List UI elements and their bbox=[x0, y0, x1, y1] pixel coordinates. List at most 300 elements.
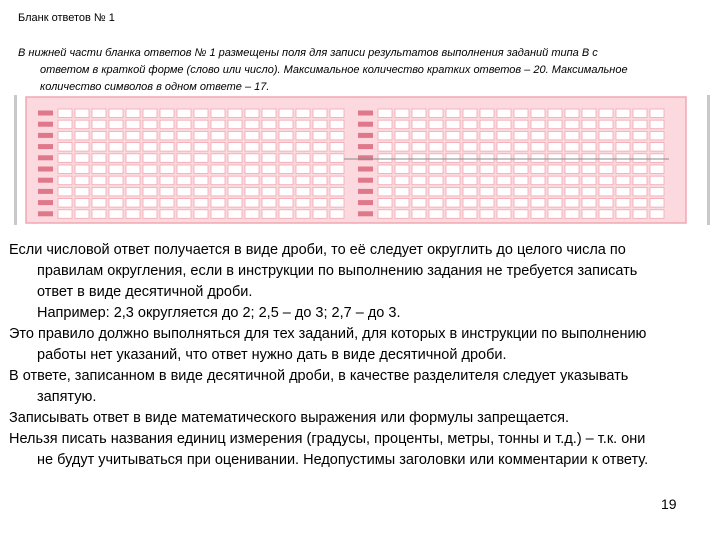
answer-cell bbox=[109, 199, 123, 208]
answer-cell bbox=[313, 143, 327, 152]
answer-cell bbox=[633, 210, 647, 219]
answer-cell bbox=[514, 143, 528, 152]
answer-cell bbox=[463, 210, 477, 219]
answer-cell bbox=[262, 143, 276, 152]
answer-cell bbox=[599, 165, 613, 174]
answer-cell bbox=[616, 165, 630, 174]
answer-cell bbox=[160, 199, 174, 208]
answer-cell bbox=[109, 109, 123, 118]
answer-cell bbox=[109, 120, 123, 129]
answer-cell bbox=[548, 120, 562, 129]
answer-cell bbox=[446, 143, 460, 152]
answer-cell bbox=[582, 131, 596, 140]
answer-cell bbox=[211, 199, 225, 208]
answer-cell bbox=[194, 109, 208, 118]
answer-cell bbox=[599, 176, 613, 185]
answer-cell bbox=[177, 154, 191, 163]
answer-cell bbox=[616, 154, 630, 163]
answer-cell bbox=[633, 176, 647, 185]
answer-cell bbox=[548, 187, 562, 196]
answer-cell bbox=[599, 187, 613, 196]
answer-cell bbox=[296, 131, 310, 140]
answer-cell bbox=[616, 143, 630, 152]
answer-cell bbox=[616, 187, 630, 196]
answer-cell bbox=[514, 165, 528, 174]
answer-cell bbox=[194, 176, 208, 185]
answer-cell bbox=[412, 176, 426, 185]
task-label bbox=[358, 200, 373, 205]
answer-cell bbox=[228, 199, 242, 208]
answer-cell bbox=[126, 109, 140, 118]
answer-cell bbox=[160, 120, 174, 129]
intro-line: ответом в краткой форме (слово или число). Максимальное количество кратких ответов – 20. Максимальное bbox=[40, 64, 628, 76]
answer-cell bbox=[548, 109, 562, 118]
answer-cell bbox=[245, 154, 259, 163]
slide-title: Бланк ответов № 1 bbox=[18, 12, 115, 24]
answer-cell bbox=[378, 176, 392, 185]
answer-cell bbox=[177, 176, 191, 185]
answer-cell bbox=[497, 143, 511, 152]
answer-cell bbox=[531, 176, 545, 185]
answer-cell bbox=[480, 154, 494, 163]
answer-cell bbox=[330, 154, 344, 163]
answer-cell bbox=[395, 187, 409, 196]
answer-cell bbox=[245, 131, 259, 140]
answer-cell bbox=[412, 143, 426, 152]
answer-cell bbox=[228, 176, 242, 185]
answer-cell bbox=[262, 109, 276, 118]
answer-cell bbox=[313, 210, 327, 219]
answer-cell bbox=[211, 210, 225, 219]
answer-cell bbox=[497, 199, 511, 208]
answer-cell bbox=[480, 109, 494, 118]
answer-cell bbox=[296, 165, 310, 174]
rule-line: не будут учитываться при оценивании. Недопустимы заголовки или комментарии к ответу. bbox=[37, 452, 649, 468]
answer-cell bbox=[565, 165, 579, 174]
answer-cell bbox=[262, 165, 276, 174]
rule-line: ответ в виде десятичной дроби. bbox=[37, 284, 253, 300]
answer-cell bbox=[296, 210, 310, 219]
answer-cell bbox=[228, 165, 242, 174]
answer-cell bbox=[616, 210, 630, 219]
answer-cell bbox=[143, 154, 157, 163]
task-label bbox=[38, 144, 53, 149]
answer-cell bbox=[296, 120, 310, 129]
answer-cell bbox=[92, 120, 106, 129]
answer-cell bbox=[92, 187, 106, 196]
task-label bbox=[358, 167, 373, 172]
answer-cell bbox=[582, 154, 596, 163]
task-label bbox=[358, 189, 373, 194]
answer-cell bbox=[160, 165, 174, 174]
answer-cell bbox=[378, 109, 392, 118]
answer-cell bbox=[599, 131, 613, 140]
answer-cell bbox=[412, 131, 426, 140]
answer-cell bbox=[143, 143, 157, 152]
answer-cell bbox=[109, 176, 123, 185]
answer-cell bbox=[126, 131, 140, 140]
answer-cell bbox=[378, 199, 392, 208]
answer-cell bbox=[211, 165, 225, 174]
answer-cell bbox=[211, 187, 225, 196]
task-label bbox=[38, 211, 53, 216]
answer-cell bbox=[262, 199, 276, 208]
answer-cell bbox=[531, 131, 545, 140]
answer-cell bbox=[378, 131, 392, 140]
answer-cell bbox=[582, 109, 596, 118]
answer-cell bbox=[75, 131, 89, 140]
answer-cell bbox=[330, 210, 344, 219]
answer-cell bbox=[565, 131, 579, 140]
answer-cell bbox=[429, 176, 443, 185]
task-label bbox=[358, 144, 373, 149]
answer-cell bbox=[313, 131, 327, 140]
answer-cell bbox=[279, 154, 293, 163]
answer-cell bbox=[582, 165, 596, 174]
answer-grid-illustration bbox=[14, 95, 710, 225]
answer-cell bbox=[92, 165, 106, 174]
answer-cell bbox=[650, 187, 664, 196]
answer-cell bbox=[109, 131, 123, 140]
answer-cell bbox=[395, 210, 409, 219]
answer-cell bbox=[582, 120, 596, 129]
answer-cell bbox=[650, 120, 664, 129]
answer-cell bbox=[480, 165, 494, 174]
answer-cell bbox=[92, 176, 106, 185]
answer-cell bbox=[395, 120, 409, 129]
answer-cell bbox=[633, 120, 647, 129]
answer-cell bbox=[514, 176, 528, 185]
answer-cell bbox=[633, 187, 647, 196]
answer-cell bbox=[143, 109, 157, 118]
answer-cell bbox=[463, 176, 477, 185]
answer-cell bbox=[446, 154, 460, 163]
answer-cell bbox=[497, 154, 511, 163]
answer-cell bbox=[330, 120, 344, 129]
answer-cell bbox=[194, 199, 208, 208]
answer-cell bbox=[58, 210, 72, 219]
answer-cell bbox=[514, 187, 528, 196]
answer-cell bbox=[446, 165, 460, 174]
answer-cell bbox=[599, 109, 613, 118]
answer-cell bbox=[211, 143, 225, 152]
answer-cell bbox=[177, 109, 191, 118]
answer-cell bbox=[92, 154, 106, 163]
answer-cell bbox=[395, 131, 409, 140]
answer-cell bbox=[279, 109, 293, 118]
answer-cell bbox=[228, 120, 242, 129]
answer-cell bbox=[514, 120, 528, 129]
rule-example: Например: 2,3 округляется до 2; 2,5 – до 3; 2,7 – до 3. bbox=[37, 305, 401, 321]
answer-cell bbox=[514, 131, 528, 140]
rule-line: запятую. bbox=[37, 389, 97, 405]
answer-cell bbox=[75, 109, 89, 118]
answer-cell bbox=[633, 143, 647, 152]
answer-cell bbox=[313, 187, 327, 196]
intro-paragraph bbox=[18, 45, 678, 96]
answer-cell bbox=[262, 131, 276, 140]
answer-cell bbox=[211, 120, 225, 129]
answer-cell bbox=[245, 210, 259, 219]
answer-cell bbox=[126, 165, 140, 174]
answer-cell bbox=[279, 120, 293, 129]
answer-cell bbox=[330, 109, 344, 118]
answer-cell bbox=[194, 210, 208, 219]
answer-cell bbox=[109, 210, 123, 219]
answer-cell bbox=[412, 109, 426, 118]
answer-cell bbox=[109, 143, 123, 152]
answer-cell bbox=[126, 187, 140, 196]
answer-cell bbox=[160, 131, 174, 140]
answer-cell bbox=[378, 154, 392, 163]
answer-cell bbox=[497, 131, 511, 140]
answer-cell bbox=[395, 154, 409, 163]
answer-cell bbox=[463, 165, 477, 174]
answer-cell bbox=[565, 187, 579, 196]
answer-cell bbox=[395, 176, 409, 185]
answer-cell bbox=[58, 176, 72, 185]
answer-cell bbox=[92, 210, 106, 219]
answer-cell bbox=[58, 109, 72, 118]
answer-cell bbox=[565, 176, 579, 185]
answer-cell bbox=[480, 176, 494, 185]
answer-cell bbox=[463, 109, 477, 118]
rules-text bbox=[9, 240, 715, 471]
answer-cell bbox=[497, 120, 511, 129]
answer-cell bbox=[429, 109, 443, 118]
answer-cell bbox=[313, 165, 327, 174]
answer-cell bbox=[599, 199, 613, 208]
answer-cell bbox=[633, 199, 647, 208]
answer-cell bbox=[109, 187, 123, 196]
answer-cell bbox=[650, 165, 664, 174]
answer-cell bbox=[330, 131, 344, 140]
answer-cell bbox=[177, 165, 191, 174]
answer-cell bbox=[429, 199, 443, 208]
answer-cell bbox=[262, 120, 276, 129]
answer-cell bbox=[463, 154, 477, 163]
answer-cell bbox=[262, 176, 276, 185]
answer-cell bbox=[548, 176, 562, 185]
task-label bbox=[38, 155, 53, 160]
intro-line: количество символов в одном ответе – 17. bbox=[40, 81, 270, 93]
answer-cell bbox=[245, 143, 259, 152]
task-label bbox=[358, 133, 373, 138]
answer-cell bbox=[75, 176, 89, 185]
answer-cell bbox=[633, 131, 647, 140]
answer-cell bbox=[330, 187, 344, 196]
answer-cell bbox=[58, 143, 72, 152]
answer-cell bbox=[279, 187, 293, 196]
answer-cell bbox=[429, 154, 443, 163]
answer-cell bbox=[92, 143, 106, 152]
answer-cell bbox=[228, 109, 242, 118]
answer-cell bbox=[650, 131, 664, 140]
answer-cell bbox=[395, 199, 409, 208]
answer-cell bbox=[160, 154, 174, 163]
answer-cell bbox=[279, 199, 293, 208]
answer-cell bbox=[245, 199, 259, 208]
rule-line: В ответе, записанном в виде десятичной дроби, в качестве разделителя следует указывать bbox=[9, 368, 629, 384]
answer-cell bbox=[616, 199, 630, 208]
answer-cell bbox=[480, 199, 494, 208]
task-label bbox=[38, 178, 53, 183]
answer-cell bbox=[75, 165, 89, 174]
answer-cell bbox=[650, 176, 664, 185]
answer-cell bbox=[548, 210, 562, 219]
answer-cell bbox=[412, 154, 426, 163]
answer-cell bbox=[211, 109, 225, 118]
task-label bbox=[358, 211, 373, 216]
answer-cell bbox=[58, 120, 72, 129]
answer-cell bbox=[143, 210, 157, 219]
answer-cell bbox=[245, 120, 259, 129]
answer-cell bbox=[429, 210, 443, 219]
answer-cell bbox=[330, 176, 344, 185]
answer-cell bbox=[211, 131, 225, 140]
answer-cell bbox=[143, 165, 157, 174]
answer-cell bbox=[126, 154, 140, 163]
answer-cell bbox=[633, 165, 647, 174]
answer-cell bbox=[262, 187, 276, 196]
rule-paragraph bbox=[9, 408, 715, 429]
rule-line: работы нет указаний, что ответ нужно дать в виде десятичной дроби. bbox=[37, 347, 507, 363]
task-label bbox=[358, 122, 373, 127]
answer-cell bbox=[75, 143, 89, 152]
answer-cell bbox=[565, 199, 579, 208]
answer-cell bbox=[599, 120, 613, 129]
answer-cell bbox=[548, 199, 562, 208]
answer-cell bbox=[446, 131, 460, 140]
answer-cell bbox=[395, 143, 409, 152]
answer-cell bbox=[279, 210, 293, 219]
task-label bbox=[38, 133, 53, 138]
rule-paragraph bbox=[9, 324, 715, 366]
answer-cell bbox=[194, 165, 208, 174]
answer-cell bbox=[599, 143, 613, 152]
answer-cell bbox=[160, 176, 174, 185]
answer-cell bbox=[514, 199, 528, 208]
task-label bbox=[358, 111, 373, 116]
answer-cell bbox=[160, 109, 174, 118]
answer-cell bbox=[616, 109, 630, 118]
answer-cell bbox=[531, 109, 545, 118]
answer-cell bbox=[616, 176, 630, 185]
answer-cell bbox=[412, 199, 426, 208]
answer-cell bbox=[279, 165, 293, 174]
answer-cell bbox=[58, 187, 72, 196]
answer-cell bbox=[194, 154, 208, 163]
answer-cell bbox=[650, 210, 664, 219]
answer-cell bbox=[480, 210, 494, 219]
answer-cell bbox=[446, 187, 460, 196]
answer-cell bbox=[565, 143, 579, 152]
answer-cell bbox=[446, 210, 460, 219]
answer-cell bbox=[126, 176, 140, 185]
task-label bbox=[358, 155, 373, 160]
intro-line: В нижней части бланка ответов № 1 размещены поля для записи результатов выполнения заданий типа В с bbox=[18, 47, 598, 59]
answer-cell bbox=[616, 120, 630, 129]
answer-cell bbox=[177, 199, 191, 208]
answer-cell bbox=[497, 210, 511, 219]
rule-paragraph bbox=[9, 240, 715, 303]
answer-cell bbox=[279, 143, 293, 152]
answer-cell bbox=[446, 120, 460, 129]
answer-cell bbox=[109, 165, 123, 174]
answer-cell bbox=[429, 187, 443, 196]
answer-cell bbox=[633, 154, 647, 163]
answer-cell bbox=[313, 120, 327, 129]
answer-cell bbox=[194, 131, 208, 140]
answer-cell bbox=[58, 199, 72, 208]
answer-cell bbox=[296, 143, 310, 152]
answer-cell bbox=[126, 210, 140, 219]
answer-cell bbox=[480, 187, 494, 196]
answer-cell bbox=[160, 143, 174, 152]
answer-cell bbox=[565, 109, 579, 118]
answer-cell bbox=[514, 109, 528, 118]
answer-cell bbox=[395, 165, 409, 174]
answer-cell bbox=[211, 154, 225, 163]
rule-line: Нельзя писать названия единиц измерения (градусы, проценты, метры, тонны и т.д.) – т.к. они bbox=[9, 431, 646, 447]
answer-cell bbox=[109, 154, 123, 163]
answer-cell bbox=[650, 199, 664, 208]
answer-cell bbox=[633, 109, 647, 118]
answer-cell bbox=[126, 199, 140, 208]
task-label bbox=[38, 122, 53, 127]
answer-cell bbox=[480, 131, 494, 140]
answer-cell bbox=[228, 154, 242, 163]
answer-cell bbox=[650, 109, 664, 118]
answer-cell bbox=[262, 154, 276, 163]
answer-cell bbox=[531, 199, 545, 208]
answer-cell bbox=[378, 120, 392, 129]
answer-cell bbox=[313, 176, 327, 185]
answer-cell bbox=[296, 109, 310, 118]
answer-cell bbox=[565, 154, 579, 163]
answer-cell bbox=[194, 143, 208, 152]
answer-cell bbox=[296, 199, 310, 208]
answer-cell bbox=[616, 131, 630, 140]
answer-cell bbox=[531, 210, 545, 219]
answer-cell bbox=[531, 154, 545, 163]
scan-border-left bbox=[14, 95, 17, 225]
answer-cell bbox=[548, 131, 562, 140]
answer-cell bbox=[313, 199, 327, 208]
answer-cell bbox=[582, 210, 596, 219]
answer-cell bbox=[313, 154, 327, 163]
answer-cell bbox=[75, 199, 89, 208]
answer-cell bbox=[330, 199, 344, 208]
answer-cell bbox=[194, 120, 208, 129]
answer-cell bbox=[177, 120, 191, 129]
answer-cell bbox=[565, 120, 579, 129]
answer-cell bbox=[58, 131, 72, 140]
answer-form-image bbox=[14, 95, 710, 225]
answer-cell bbox=[143, 131, 157, 140]
answer-cell bbox=[92, 109, 106, 118]
answer-cell bbox=[429, 131, 443, 140]
answer-cell bbox=[75, 154, 89, 163]
answer-cell bbox=[211, 176, 225, 185]
task-label bbox=[38, 167, 53, 172]
answer-cell bbox=[228, 143, 242, 152]
answer-cell bbox=[463, 199, 477, 208]
answer-cell bbox=[599, 154, 613, 163]
answer-cell bbox=[313, 109, 327, 118]
page-number: 19 bbox=[661, 496, 677, 512]
answer-cell bbox=[378, 143, 392, 152]
